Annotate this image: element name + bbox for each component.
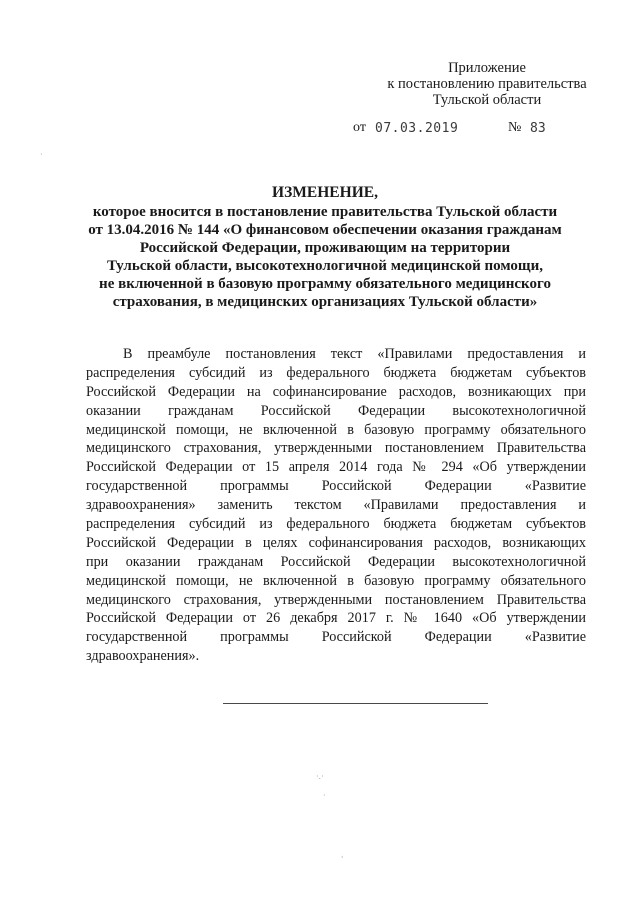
appendix-resolution-line: к постановлению правительства: [387, 76, 587, 92]
body-line: государственной программы Российской Федерации «Развитие: [86, 478, 586, 495]
body-paragraph: [86, 345, 586, 666]
body-line: медицинского страхования, утвержденными постановлением Правительства: [86, 591, 586, 608]
body-line: Российской Федерации на софинансирование расходов, возникающих при: [86, 383, 586, 400]
body-line: медицинского страхования, утвержденными постановлением Правительства: [86, 440, 586, 457]
body-line: В преамбуле постановления текст «Правилами предоставления и: [123, 346, 586, 362]
body-line: оказании гражданам Российской Федерации высокотехнологичной: [86, 402, 586, 419]
body-line: при оказании гражданам Российской Федерации высокотехнологичной: [86, 553, 586, 570]
body-line: Российской Федерации от 15 апреля 2014 года № 294 «Об утверждении: [86, 459, 586, 476]
title-line: которое вносится в постановление правительства Тульской области: [92, 204, 558, 220]
document-date: 07.03.2019: [375, 121, 459, 136]
appendix-region-line: Тульской области: [432, 92, 542, 108]
appendix-block: [372, 60, 602, 108]
scan-speck: ·: [323, 791, 326, 800]
body-line: медицинской помощи, не включенной в базовую программу обязательного: [86, 421, 586, 438]
body-line: распределения субсидий из федерального бюджета бюджетам субъектов: [86, 516, 586, 533]
body-line: Российской Федерации в целях софинансирования расходов, возникающих: [86, 534, 586, 551]
body-line: медицинской помощи, не включенной в базовую программу обязательного: [86, 572, 586, 589]
title-line: Российской Федерации, проживающим на территории: [139, 240, 511, 256]
body-line: здравоохранения».: [86, 648, 200, 665]
body-line: здравоохранения» заменить текстом «Правилами предоставления и: [86, 497, 586, 514]
scan-speck: ·: [40, 150, 43, 159]
appendix-label: Приложение: [448, 60, 526, 76]
document-title: [60, 184, 590, 311]
title-line: от 13.04.2016 № 144 «О финансовом обеспечении оказания гражданам: [88, 222, 562, 238]
title-line: не включенной в базовую программу обязательного медицинского: [99, 276, 551, 292]
closing-rule: [223, 703, 488, 704]
number-sign: №: [508, 120, 522, 135]
document-dateline: [353, 120, 573, 140]
document-number: 83: [530, 121, 546, 136]
body-line: Российской Федерации от 26 декабря 2017 г. № 1640 «Об утверждении: [86, 610, 586, 627]
title-line: страхования, в медицинских организациях Тульской области»: [112, 294, 538, 310]
scan-speck: ˈ: [341, 855, 344, 864]
title-heading: ИЗМЕНЕНИЕ,: [272, 184, 378, 201]
scan-speck: ·.·: [316, 772, 324, 781]
date-prefix: от: [353, 120, 366, 135]
body-line: распределения субсидий из федерального бюджета бюджетам субъектов: [86, 364, 586, 381]
body-line: государственной программы Российской Федерации «Развитие: [86, 629, 586, 646]
title-line: Тульской области, высокотехнологичной медицинской помощи,: [107, 258, 543, 274]
